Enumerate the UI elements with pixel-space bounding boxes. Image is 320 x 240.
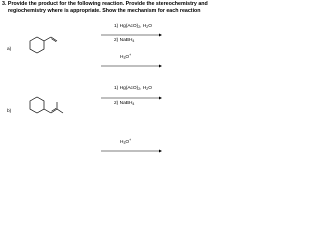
part-b-reaction-arrow bbox=[100, 96, 162, 100]
part-a-reaction-arrow bbox=[100, 33, 162, 37]
part-b-reactant-structure bbox=[22, 92, 64, 122]
part-b-step-1: 1) $Hg(AcO)_2$, $H_2O$ bbox=[114, 86, 152, 91]
part-a-workup: $H_3O^+$ bbox=[120, 53, 132, 60]
question-line-2: regiochemistry where is appropriate. Show the mechanism for each reaction bbox=[8, 8, 201, 14]
question-number: 3. bbox=[2, 1, 7, 7]
part-b-step-2: 2) NaBH$_4$ bbox=[114, 101, 135, 106]
part-a-reactant-structure bbox=[22, 32, 58, 62]
part-b-workup-arrow bbox=[100, 149, 162, 153]
part-a-step-1: 1) $Hg(AcO)_2$, $H_2O$ bbox=[114, 24, 152, 29]
part-b-label: b) bbox=[7, 109, 12, 114]
question-line-1 bbox=[2, 1, 208, 8]
question-text bbox=[2, 1, 208, 15]
question-line-1-text: Provide the product for the following reaction. Provide the stereochemistry and bbox=[7, 1, 208, 7]
part-a-workup-arrow bbox=[100, 64, 162, 68]
part-a-label: a) bbox=[7, 47, 12, 52]
part-b-workup: $H_3O^+$ bbox=[120, 138, 132, 145]
part-a-step-2: 2) NaBH$_4$ bbox=[114, 38, 135, 43]
